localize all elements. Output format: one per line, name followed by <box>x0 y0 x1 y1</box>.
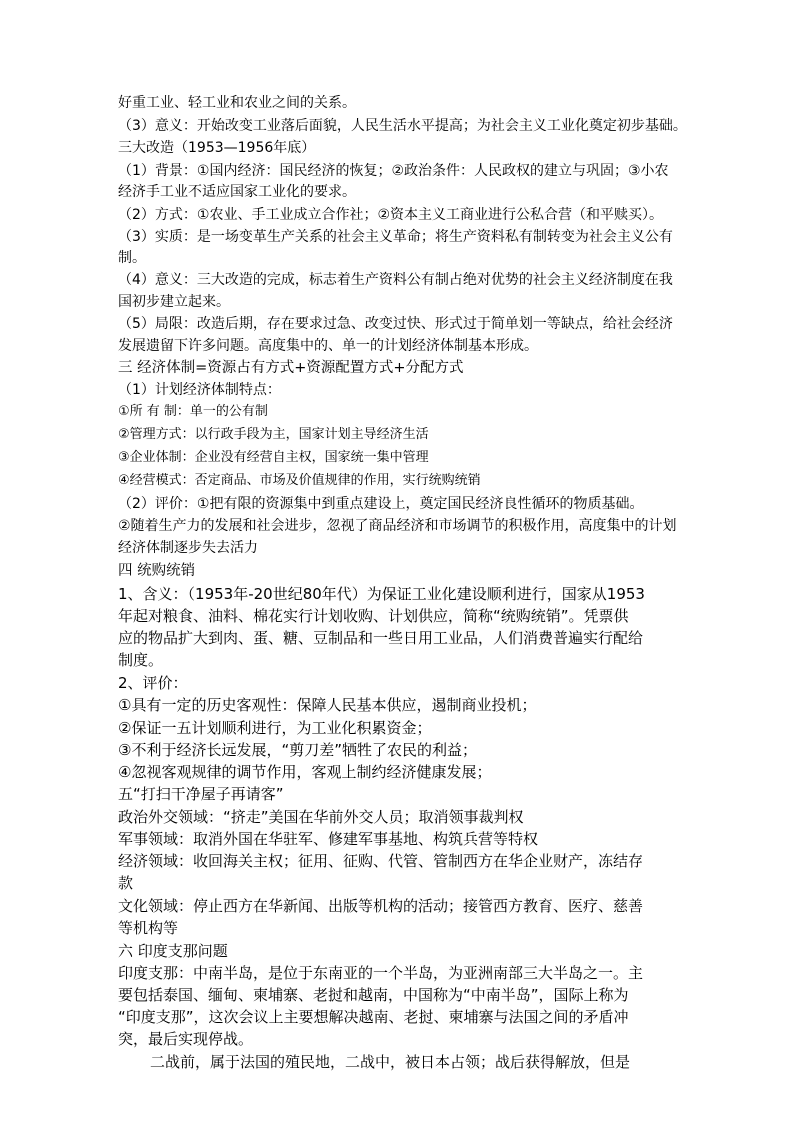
text-line: 国初步建立起来。 <box>118 294 230 310</box>
text-line: （5）局限：改造后期，存在要求过急、改变过快、形式过于简单划一等缺点，给社会经济 <box>118 316 673 332</box>
text-line: 年起对粮食、油料、棉花实行计划收购、计划供应，简称“统购统销”。凭票供 <box>118 607 629 625</box>
text-line: （1）计划经济体制特点： <box>118 382 281 398</box>
text-line: 发展遗留下许多问题。高度集中的、单一的计划经济体制基本形成。 <box>118 338 538 354</box>
text-line: （3）意义：开始改变工业落后面貌，人民生活水平提高；为社会主义工业化奠定初步基础。 <box>118 118 687 134</box>
text-line: 经济手工业不适应国家工业化的要求。 <box>118 184 356 200</box>
text-line: 经济领域：收回海关主权；征用、征购、代管、管制西方在华企业财产，冻结存 <box>118 852 644 870</box>
text-line: ③不利于经济长远发展，“剪刀差”牺牲了农民的利益； <box>118 741 477 759</box>
text-line: 经济体制逐步失去活力 <box>118 540 258 556</box>
text-line: （2）方式：①农业、手工业成立合作社；②资本主义工商业进行公私合营（和平赎买）。 <box>118 207 664 223</box>
text-line: 等机构等 <box>118 919 179 937</box>
text-line: （2）评价：①把有限的资源集中到重点建设上，奠定国民经济良性循环的物质基础。 <box>118 496 644 512</box>
text-line: ④忽视客观规律的调节作用，客观上制约经济健康发展； <box>118 763 492 781</box>
text-line: 二战前，属于法国的殖民地，二战中，被日本占领；战后获得解放，但是 <box>150 1053 631 1071</box>
text-line: 款 <box>118 874 134 892</box>
text-line: ①所 有 制：单一的公有制 <box>118 404 268 419</box>
text-line: 突，最后实现停战。 <box>118 1030 254 1048</box>
section-heading: 六 印度支那问题 <box>118 942 228 960</box>
text-line: 要包括泰国、缅甸、柬埔寨、老挝和越南，中国称为“中南半岛”，国际上称为 <box>118 986 629 1004</box>
text-line: （1）背景：①国内经济：国民经济的恢复；②政治条件：人民政权的建立与巩固；③小农 <box>118 163 669 179</box>
text-line: ②随着生产力的发展和社会进步，忽视了商品经济和市场调节的积极作用，高度集中的计划 <box>118 518 677 534</box>
text-line: （4）意义：三大改造的完成，标志着生产资料公有制占绝对优势的社会主义经济制度在我 <box>118 272 673 288</box>
text-line: 应的物品扩大到肉、蛋、糖、豆制品和一些日用工业品，人们消费普遍实行配给 <box>118 629 644 647</box>
text-line: ②管理方式：以行政手段为主，国家计划主导经济生活 <box>118 427 429 442</box>
text-line: 2、评价： <box>118 674 188 692</box>
text-line: 政治外交领域：“挤走”美国在华前外交人员；取消领事裁判权 <box>118 808 524 826</box>
section-heading: 五“打扫干净屋子再请客” <box>118 785 284 803</box>
text-line: 制。 <box>118 250 146 266</box>
text-line: ③企业体制：企业没有经营自主权，国家统一集中管理 <box>118 450 429 465</box>
text-line: 印度支那：中南半岛，是位于东南亚的一个半岛，为亚洲南部三大半岛之一。主 <box>118 964 644 982</box>
text-line: 文化领域：停止西方在华新闻、出版等机构的活动；接管西方教育、医疗、慈善 <box>118 897 644 915</box>
section-heading: 三大改造（1953—1956年底） <box>118 140 316 156</box>
section-heading: 四 统购统销 <box>118 563 196 579</box>
text-line: ④经营模式：否定商品、市场及价值规律的作用，实行统购统销 <box>118 473 481 488</box>
text-line: 好重工业、轻工业和农业之间的关系。 <box>118 95 356 111</box>
text-line: “印度支那”，这次会议上主要想解决越南、老挝、柬埔寨与法国之间的矛盾冲 <box>118 1008 629 1026</box>
text-line: ①具有一定的历史客观性：保障人民基本供应，遏制商业投机； <box>118 696 537 714</box>
text-line: （3）实质：是一场变革生产关系的社会主义革命；将生产资料私有制转变为社会主义公有 <box>118 229 673 245</box>
section-heading: 三 经济体制=资源占有方式+资源配置方式+分配方式 <box>118 360 464 376</box>
text-line: 1、含义：（1953年-20世纪80年代）为保证工业化建设顺利进行，国家从1953 <box>118 585 645 603</box>
text-line: 军事领域：取消外国在华驻军、修建军事基地、构筑兵营等特权 <box>118 830 539 848</box>
text-line: 制度。 <box>118 651 164 669</box>
text-line: ②保证一五计划顺利进行，为工业化积累资金； <box>118 719 432 737</box>
